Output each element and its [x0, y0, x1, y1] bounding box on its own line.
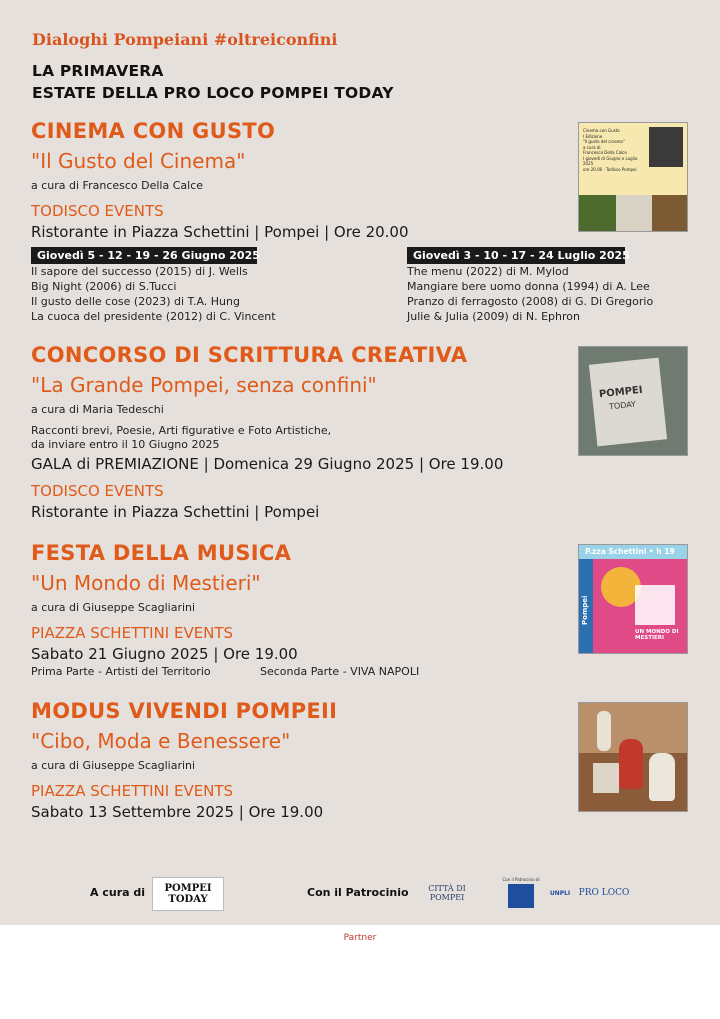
logo-text: CITTÀ DI POMPEI [428, 884, 466, 902]
thumb-text: I Edizione [583, 133, 603, 139]
film-item: Il gusto delle cose (2023) di T.A. Hung [31, 295, 240, 308]
unpli-logo [548, 880, 572, 906]
section-4-title: MODUS VIVENDI POMPEII [31, 699, 338, 723]
section-2-description-1: Racconti brevi, Poesie, Arti figurative e Foto Artistiche, [31, 424, 332, 437]
thumb-text: TODAY [608, 399, 637, 412]
section-2-title: CONCORSO DI SCRITTURA CREATIVA [31, 343, 468, 367]
section-4-curator: a cura di Giuseppe Scagliarini [31, 759, 196, 772]
section-2-venue-label: TODISCO EVENTS [31, 482, 164, 500]
pro-loco-logo [576, 880, 632, 906]
painting-thumbnail [578, 702, 688, 812]
patronage-label: Con il Patrocinio [307, 886, 409, 899]
writing-contest-thumbnail [578, 346, 688, 456]
seated-figure [649, 753, 675, 801]
section-1-curator: a cura di Francesco Della Calce [31, 179, 204, 192]
section-1-venue-line: Ristorante in Piazza Schettini | Pompei | Ore 20.00 [31, 223, 409, 241]
curated-by-label: A cura di [90, 886, 146, 899]
citta-di-pompei-logo [410, 880, 484, 906]
section-1-quote: "Il Gusto del Cinema" [31, 149, 246, 173]
film-item: Pranzo di ferragosto (2008) di G. Di Gregorio [407, 295, 654, 308]
section-2-quote: "La Grande Pompei, senza confini" [31, 373, 377, 397]
section-3-part-2: Seconda Parte - VIVA NAPOLI [260, 665, 420, 678]
logo-text: Con il Patrocinio di [502, 876, 540, 882]
portrait-photo [649, 127, 683, 167]
thumb-text: a cura di [583, 144, 601, 150]
section-4-venue-label: PIAZZA SCHETTINI EVENTS [31, 782, 234, 800]
section-2-description-2: da inviare entro il 10 Giugno 2025 [31, 438, 220, 451]
july-dates-bar: Giovedì 3 - 10 - 17 - 24 Luglio 2025 [407, 247, 625, 264]
logo-text: POMPEI TODAY [164, 883, 212, 905]
section-4-quote: "Cibo, Moda e Benessere" [31, 729, 291, 753]
film-item: Il sapore del successo (2015) di J. Wells [31, 265, 248, 278]
film-item: Big Night (2006) di S.Tucci [31, 280, 177, 293]
subtitle-line-2: ESTATE DELLA PRO LOCO POMPEI TODAY [32, 84, 394, 102]
statue-figure [597, 711, 611, 751]
cinema-poster-thumbnail [578, 122, 688, 232]
section-2-gala: GALA di PREMIAZIONE | Domenica 29 Giugno 2025 | Ore 19.00 [31, 455, 504, 473]
logo-text: UNPLI [549, 889, 571, 897]
brand-title: Dialoghi Pompeiani #oltreiconfini [32, 30, 338, 49]
regione-shield-icon [508, 884, 534, 908]
section-1-title: CINEMA CON GUSTO [31, 119, 276, 143]
thumb-text: Francesco Della Calce [583, 150, 627, 155]
illustration-panel [635, 585, 675, 625]
regione-campania-logo [500, 872, 542, 912]
section-3-part-1: Prima Parte - Artisti del Territorio [31, 665, 211, 678]
marble-table [593, 763, 619, 793]
pompei-today-logo [152, 877, 224, 911]
section-4-date: Sabato 13 Settembre 2025 | Ore 19.00 [31, 803, 324, 821]
film-item: Mangiare bere uomo donna (1994) di A. Lee [407, 280, 650, 293]
woman-figure [619, 739, 643, 789]
thumb-text: Cinema con Gusto [583, 128, 620, 133]
section-2-curator: a cura di Maria Tedeschi [31, 403, 164, 416]
thumb-text: "Il gusto del cinema" [583, 139, 625, 144]
section-3-curator: a cura di Giuseppe Scagliarini [31, 601, 196, 614]
section-3-venue-label: PIAZZA SCHETTINI EVENTS [31, 624, 234, 642]
thumb-text: I giovedì di Giugno e Luglio 2025 [583, 155, 638, 166]
logo-text: PRO LOCO [578, 888, 630, 898]
section-3-date: Sabato 21 Giugno 2025 | Ore 19.00 [31, 645, 298, 663]
partner-label: Partner [343, 933, 377, 943]
film-item: La cuoca del presidente (2012) di C. Vincent [31, 310, 276, 323]
thumb-text: ore 20.00 · Todisco Pompei [583, 166, 637, 172]
section-3-quote: "Un Mondo di Mestieri" [31, 571, 261, 595]
section-3-title: FESTA DELLA MUSICA [31, 541, 292, 565]
film-item: Julie & Julia (2009) di N. Ephron [407, 310, 580, 323]
subtitle-line-1: LA PRIMAVERA [32, 62, 164, 80]
thumb-text: P.zza Schettini • h 19 [579, 545, 688, 559]
photo-strip [579, 195, 688, 231]
thumb-text: UN MONDO DI MESTIERI [635, 629, 679, 641]
film-item: The menu (2022) di M. Mylod [407, 265, 569, 278]
thumb-text: Pompei [581, 595, 589, 625]
section-2-venue-line: Ristorante in Piazza Schettini | Pompei [31, 503, 320, 521]
june-dates-bar: Giovedì 5 - 12 - 19 - 26 Giugno 2025 [31, 247, 257, 264]
thumb-text: POMPEI [598, 384, 644, 401]
music-festival-thumbnail [578, 544, 688, 654]
section-1-venue-label: TODISCO EVENTS [31, 202, 164, 220]
